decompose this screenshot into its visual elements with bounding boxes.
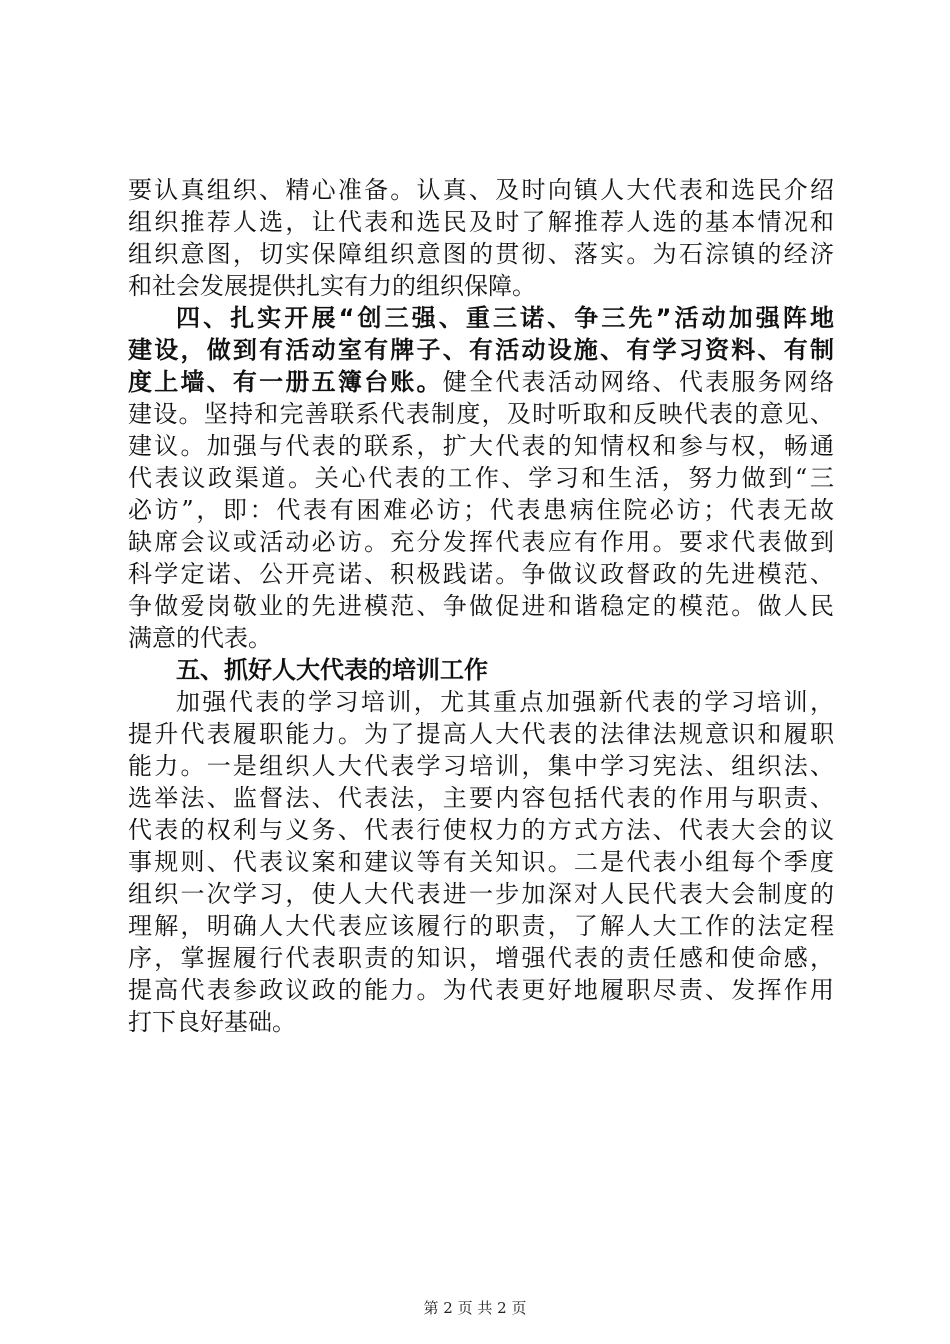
text-line: 建议。加强与代表的联系，扩大代表的知情权和参与权，畅通 <box>128 432 834 460</box>
text-line: 四、扎实开展“创三强、重三诺、争三先”活动加强阵地 <box>176 304 834 332</box>
text-line: 提高代表参政议政的能力。为代表更好地履职尽责、发挥作用 <box>128 976 834 1004</box>
text-line: 建设。坚持和完善联系代表制度，及时听取和反映代表的意见、 <box>128 400 834 428</box>
text-line: 缺席会议或活动必访。充分发挥代表应有作用。要求代表做到 <box>128 528 834 556</box>
text-line: 组织意图，切实保障组织意图的贯彻、落实。为石淙镇的经济 <box>128 240 834 268</box>
text-line: 加强代表的学习培训，尤其重点加强新代表的学习培训， <box>176 688 834 716</box>
text-line: 选举法、监督法、代表法，主要内容包括代表的作用与职责、 <box>128 784 834 812</box>
text-line: 能力。一是组织人大代表学习培训，集中学习宪法、组织法、 <box>128 752 834 780</box>
text-line: 序，掌握履行代表职责的知识，增强代表的责任感和使命感， <box>128 944 834 972</box>
text-line: 提升代表履职能力。为了提高人大代表的法律法规意识和履职 <box>128 720 834 748</box>
text-line: 事规则、代表议案和建议等有关知识。二是代表小组每个季度 <box>128 848 834 876</box>
text-line: 满意的代表。 <box>128 624 272 652</box>
text-line: 争做爱岗敬业的先进模范、争做促进和谐稳定的模范。做人民 <box>128 592 834 620</box>
text-line: 五、抓好人大代表的培训工作 <box>176 656 488 684</box>
bold-text-segment: 度上墙、有一册五簿台账。 <box>128 368 443 396</box>
text-line <box>128 366 834 398</box>
text-line: 组织一次学习，使人大代表进一步加深对人民代表大会制度的 <box>128 880 834 908</box>
text-line: 必访”，即：代表有困难必访；代表患病住院必访；代表无故 <box>128 496 834 524</box>
text-line: 科学定诺、公开亮诺、积极践诺。争做议政督政的先进模范、 <box>128 560 834 588</box>
text-line: 组织推荐人选，让代表和选民及时了解推荐人选的基本情况和 <box>128 208 834 236</box>
page-footer: 第 2 页 共 2 页 <box>423 1299 527 1317</box>
text-line: 理解，明确人大代表应该履行的职责，了解人大工作的法定程 <box>128 912 834 940</box>
text-segment: 健全代表活动网络、代表服务网络 <box>442 368 835 396</box>
text-line: 建设，做到有活动室有牌子、有活动设施、有学习资料、有制 <box>128 336 834 364</box>
text-line: 要认真组织、精心准备。认真、及时向镇人大代表和选民介绍 <box>128 176 834 204</box>
text-line: 代表的权利与义务、代表行使权力的方式方法、代表大会的议 <box>128 816 834 844</box>
document-body <box>128 174 834 1038</box>
text-line: 打下良好基础。 <box>128 1008 296 1036</box>
text-line: 和社会发展提供扎实有力的组织保障。 <box>128 272 536 300</box>
text-line: 代表议政渠道。关心代表的工作、学习和生活，努力做到“三 <box>128 464 834 492</box>
